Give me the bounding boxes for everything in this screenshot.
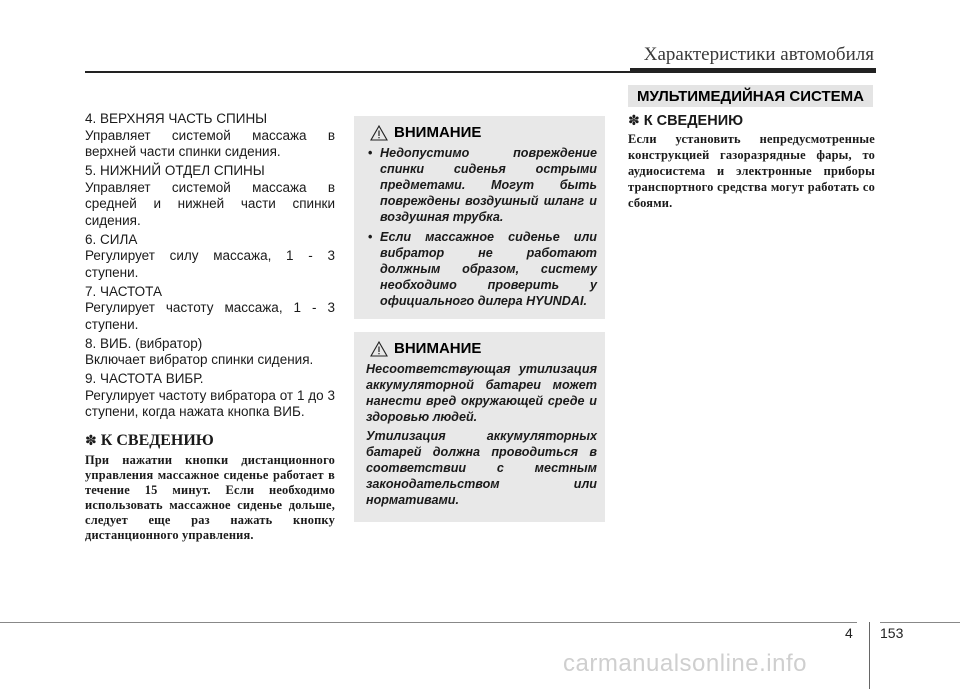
warning-triangle-icon [370,341,388,357]
note-heading [628,113,875,129]
warning-bullet: • Недопустимо повреждение спинки сиденья острыми предметами. Могут быть повреждены воздушный шланг и воздушная трубка. [368,146,597,224]
warning-bullet: • Если массажное сиденье или вибратор не работают должным образом, систему необходимо проверить у официального дилера HYUNDAI. [368,230,597,308]
item-text: Управляет системой массажа в средней и нижней части спинки сидения. [85,179,335,228]
item-text: Включает вибратор спинки сидения. [85,352,314,367]
note-text: Если установить непредусмотренные конструкцией газоразрядные фары, то аудиосистема и электронные приборы транспортного средства могут работать со сбоями. [628,132,875,210]
note-title: К СВЕДЕНИЮ [643,113,744,129]
warning-box-seat-damage [354,116,605,319]
header-title: Характеристики автомобиля [643,44,874,65]
header-rule [85,71,876,73]
warning-box-battery [354,332,605,522]
warning-label: ВНИМАНИЕ [394,340,482,357]
warning-triangle-icon [370,125,388,141]
warning-paragraph: Утилизация аккумуляторных батарей должна проводиться в соответствии с местным законодательством или нормативами. [366,429,597,507]
warning-label: ВНИМАНИЕ [394,124,482,141]
item-text: Регулирует частоту массажа, 1 - 3 ступени. [85,300,335,332]
item-title: 7. ЧАСТОТА [85,283,162,299]
footer-rule [880,622,960,623]
warning-heading [370,340,597,357]
item-title: 9. ЧАСТОТА ВИБР. [85,371,204,386]
note-text: При нажатии кнопки дистанционного управления массажное сиденье работает в течение 15 минут. Если необходимо использовать массажное сиденье дольше, следует еще раз нажать кнопку дистанционного управления. [85,453,335,542]
page-number: 153 [880,625,904,641]
warning-list [366,145,597,309]
footer-rule [0,622,857,623]
note-heading [85,433,335,450]
item-title: 8. ВИБ. (вибратор) [85,335,203,351]
left-column [85,111,335,543]
chapter-number: 4 [845,625,853,641]
asterisk-icon: ✽ [85,432,97,449]
note-title: К СВЕДЕНИЮ [100,431,214,449]
item-text: Регулирует силу массажа, 1 - 3 ступени. [85,248,335,280]
section-banner: МУЛЬТИМЕДИЙНАЯ СИСТЕМА [628,85,873,107]
warning-paragraph: Несоответствующая утилизация аккумуляторной батареи может нанести вред окружающей среде и здоровью людей. [366,362,597,424]
item-title: 6. СИЛА [85,231,138,247]
item-title: 4. ВЕРХНЯЯ ЧАСТЬ СПИНЫ [85,111,268,126]
item-text: Управляет системой массажа в верхней части спинки сидения. [85,127,335,159]
asterisk-icon: ✽ [628,113,640,129]
warning-heading [370,124,597,141]
item-text: Регулирует частоту вибратора от 1 до 3 ступени, когда нажата кнопка ВИБ. [85,387,335,419]
item-title: 5. НИЖНИЙ ОТДЕЛ СПИНЫ [85,163,265,178]
right-column [628,113,875,211]
watermark: carmanualsonline.info [563,650,807,677]
footer-divider [869,622,870,689]
